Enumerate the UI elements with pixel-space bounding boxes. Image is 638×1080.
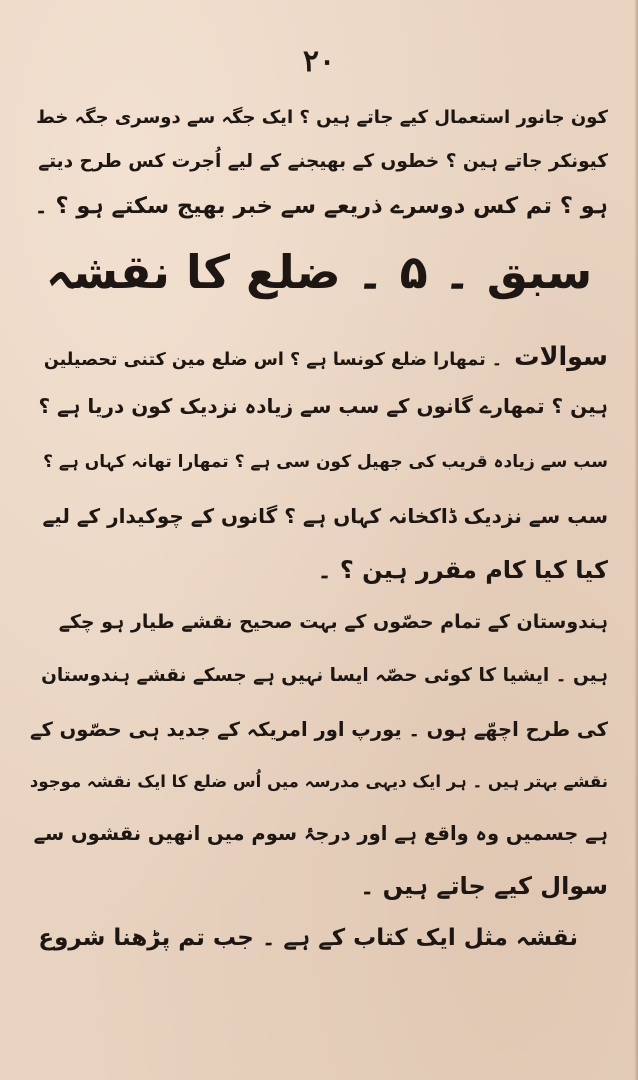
lesson-title: سبق ۔ ۵ ۔ ضلع کا نقشہ (45, 245, 593, 299)
intro-line-1: کون جانور استعمال کیے جاتے ہیں ؟ ایک جگہ سے دوسری جگہ خط (36, 107, 608, 128)
question-line-3: سب سے زیادہ قریب کی جھیل کون سی ہے ؟ تمھارا تھانہ کہاں ہے ؟ (43, 452, 608, 472)
intro-line-3: ہو ؟ تم کس دوسرے ذریعے سے خبر بھیج سکتے ہو ؟ ۔ (34, 193, 608, 219)
body-line-4: نقشے بہتر ہیں ۔ ہر ایک دیہی مدرسہ میں اُس ضلع کا ایک نقشہ موجود (29, 772, 608, 791)
intro-line-2: کیونکر جاتے ہین ؟ خطوں کے بھیجنے کے لیے اُجرت کس طرح دیتے (38, 151, 608, 172)
question-line-5: کیا کیا کام مقرر ہین ؟ ۔ (317, 556, 608, 584)
questions-first-line (30, 328, 608, 384)
body-line-5: ہے جسمیں وہ واقع ہے اور درجۂ سوم میں انھیں نقشوں سے (33, 822, 608, 845)
page-number: ۲۰ (302, 44, 336, 79)
question-line-2: ہین ؟ تمھارے گانوں کے سب سے زیادہ نزدیک کون دریا ہے ؟ (38, 394, 608, 418)
last-line: نقشہ مثل ایک کتاب کے ہے ۔ جب تم پڑھنا شروع (38, 925, 578, 951)
question-line-4: سب سے نزدیک ڈاکخانہ کہاں ہے ؟ گانوں کے چوکیدار کے لیے (42, 504, 608, 528)
questions-heading: سوالات (514, 341, 608, 371)
body-line-3: کی طرح اچھّے ہوں ۔ یورپ اور امریکہ کے جدید ہی حصّوں کے (30, 718, 608, 741)
body-line-2: ہیں ۔ ایشیا کا کوئی حصّہ ایسا نہیں ہے جسکے نقشے ہندوستان (41, 665, 608, 686)
body-line-1: ہندوستان کے تمام حصّوں کے بہت صحیح نقشے طیار ہو چکے (58, 611, 608, 633)
question-line-1: ۔ تمھارا ضلع کونسا ہے ؟ اس ضلع مین کتنی تحصیلین (43, 350, 502, 370)
body-line-6: سوال کیے جاتے ہیں ۔ (360, 872, 608, 900)
